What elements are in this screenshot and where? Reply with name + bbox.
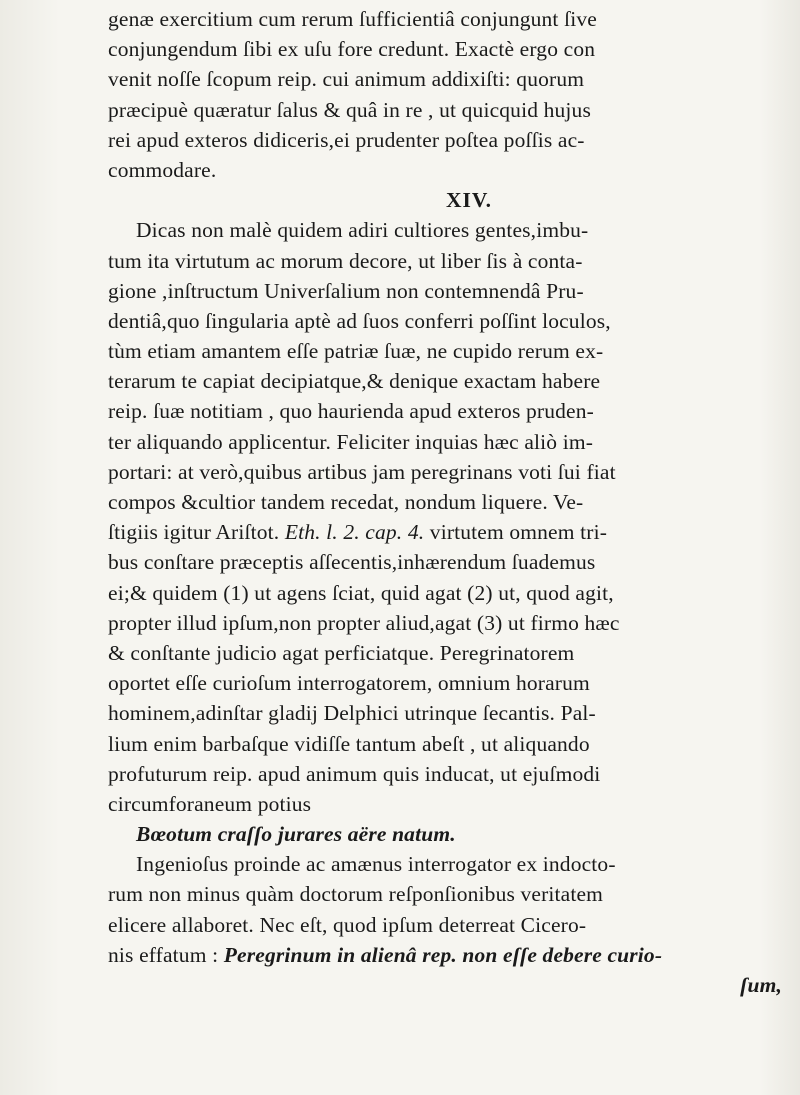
text-line: elicere allaboret. Nec eſt, quod ipſum deterreat Cicero- bbox=[108, 912, 587, 937]
text-line bbox=[108, 940, 790, 970]
citation: Eth. l. 2. cap. 4. bbox=[284, 520, 425, 545]
text-line: & conſtante judicio agat perficiatque. Peregrinatorem bbox=[108, 640, 575, 665]
text-line: Ingenioſus proinde ac amænus interrogator ex indocto- bbox=[136, 852, 616, 877]
text-line: conjungendum ſibi ex uſu fore credunt. Exactè ergo con bbox=[108, 37, 596, 62]
text-line: Dicas non malè quidem adiri cultiores gentes,imbu- bbox=[136, 218, 589, 243]
page-text bbox=[108, 4, 790, 1000]
catchword: ſum, bbox=[740, 973, 782, 997]
text-line: ei;& quidem (1) ut agens ſciat, quid agat (2) ut, quod agit, bbox=[108, 580, 614, 605]
text-line: dentiâ,quo ſingularia aptè ad ſuos conferri poſſint loculos, bbox=[108, 308, 611, 333]
quote: Peregrinum in alienâ rep. non eſſe debere curio- bbox=[223, 942, 663, 967]
text-line: bus conſtare præceptis aſſecentis,inhærendum ſuademus bbox=[108, 550, 596, 575]
text-line: venit noſſe ſcopum reip. cui animum addixiſti: quorum bbox=[108, 67, 585, 92]
text-segment: nis effatum : bbox=[108, 942, 219, 967]
text-line: circumforaneum potius bbox=[108, 791, 312, 816]
text-line bbox=[108, 517, 790, 547]
text-segment: virtutem omnem tri- bbox=[424, 520, 608, 545]
text-line: compos &cultior tandem recedat, nondum liquere. Ve- bbox=[108, 490, 584, 514]
text-segment: ſtigiis igitur Ariſtot. bbox=[108, 520, 280, 545]
text-line: propter illud ipſum,non propter aliud,agat (3) ut firmo hæc bbox=[108, 610, 620, 635]
text-line: præcipuè quæratur ſalus & quâ in re , ut quicquid hujus bbox=[108, 97, 591, 122]
text-line: commodare. bbox=[108, 157, 217, 182]
text-line: rei apud exteros didiceris,ei prudenter poſtea poſſis ac- bbox=[108, 127, 585, 152]
text-line: tum ita virtutum ac morum decore, ut liber ſis à conta- bbox=[108, 248, 583, 273]
text-line: profuturum reip. apud animum quis inducat, ut ejuſmodi bbox=[108, 761, 601, 786]
text-line: portari: at verò,quibus artibus jam peregrinans voti ſui fiat bbox=[108, 459, 616, 484]
text-line: terarum te capiat decipiatque,& denique exactam habere bbox=[108, 369, 601, 394]
text-line: oportet eſſe curioſum interrogatorem, omnium horarum bbox=[108, 671, 590, 696]
text-line: rum non minus quàm doctorum reſponſionibus veritatem bbox=[108, 882, 604, 907]
text-line: lium enim barbaſque vidiſſe tantum abeſt , ut aliquando bbox=[108, 731, 590, 756]
text-line: tùm etiam amantem eſſe patriæ ſuæ, ne cupido rerum ex- bbox=[108, 339, 604, 364]
text-line: gione ,inſtructum Univerſalium non contemnendâ Pru- bbox=[108, 278, 584, 303]
text-line: reip. ſuæ notitiam , quo haurienda apud exteros pruden- bbox=[108, 399, 594, 424]
section-heading: XIV. bbox=[445, 188, 493, 213]
text-line: hominem,adinſtar gladij Delphici utrinque ſecantis. Pal- bbox=[108, 701, 596, 726]
text-line: genæ exercitium cum rerum ſufficientiâ conjungunt ſive bbox=[108, 7, 597, 31]
text-line: ter aliquando applicentur. Feliciter inquias hæc aliò im- bbox=[108, 429, 594, 454]
verse-quote: Bœotum craſſo jurares aëre natum. bbox=[136, 822, 456, 847]
